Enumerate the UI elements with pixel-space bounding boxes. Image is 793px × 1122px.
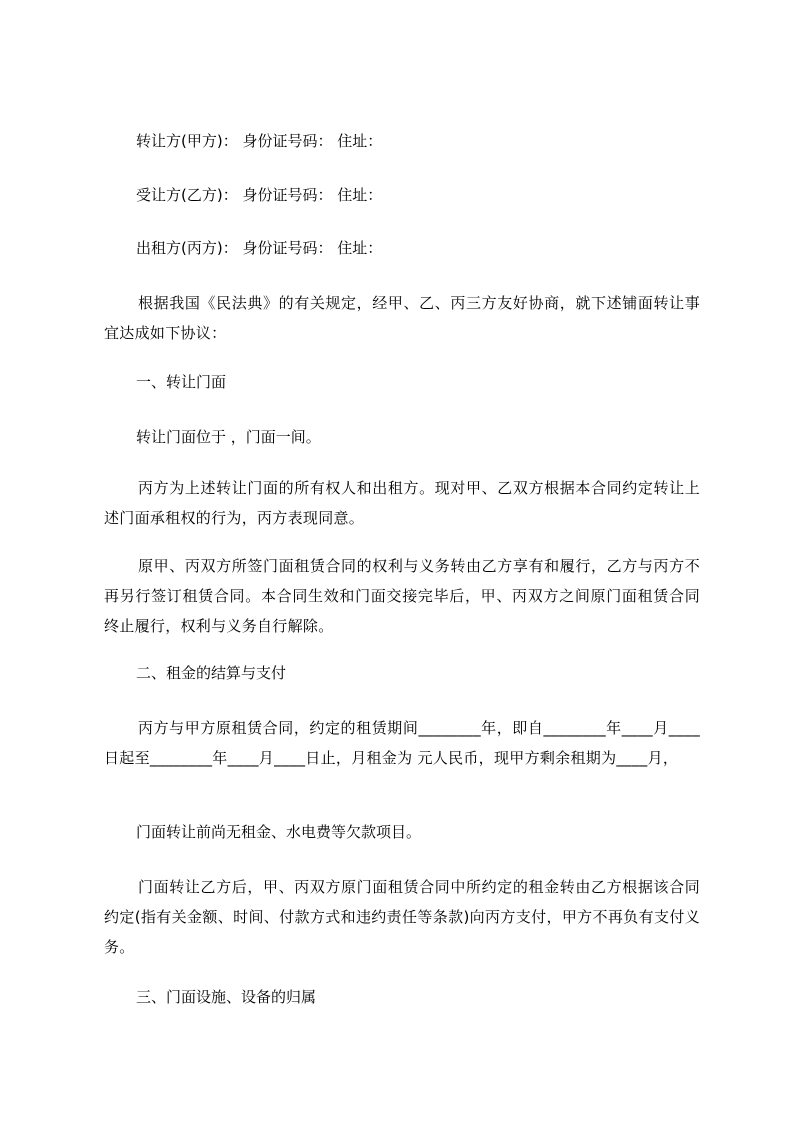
section-1-paragraph-2: 原甲、丙双方所签门面租赁合同的权利与义务转由乙方享有和履行，乙方与丙方不再另行签订租赁合同。本合同生效和门面交接完毕后，甲、丙双方之间原门面租赁合同终止履行，权利与义务自行解除。 <box>104 557 700 635</box>
section-1-location: 转让门面位于 ，门面一间。 <box>136 428 321 446</box>
section-3-title: 三、门面设施、设备的归属 <box>136 988 317 1006</box>
section-2-paragraph-2: 门面转让前尚无租金、水电费等欠款项目。 <box>136 823 422 841</box>
party-lessor: 出租方(丙方)： 身份证号码： 住址： <box>136 239 383 257</box>
section-2-paragraph-3: 门面转让乙方后，甲、丙双方原门面租赁合同中所约定的租金转由乙方根据该合同约定(指有关金额、时间、付款方式和违约责任等条款)向丙方支付，甲方不再负有支付义务。 <box>104 878 700 956</box>
section-1-paragraph-1: 丙方为上述转让门面的所有权人和出租方。现对甲、乙双方根据本合同约定转让上述门面承租权的行为，丙方表现同意。 <box>104 479 700 527</box>
intro-paragraph: 根据我国《民法典》的有关规定，经甲、乙、丙三方友好协商，就下述铺面转让事宜达成如下协议： <box>104 294 700 342</box>
party-transferor: 转让方(甲方)： 身份证号码： 住址： <box>136 132 383 150</box>
section-1-title: 一、转让门面 <box>136 373 227 391</box>
section-2-title: 二、租金的结算与支付 <box>136 664 287 682</box>
party-transferee: 受让方(乙方)： 身份证号码： 住址： <box>136 186 383 204</box>
section-2-paragraph-1: 丙方与甲方原租赁合同，约定的租赁期间________年，即自________年____月____日起至________年____月____日止，月租金为 元人民币，现甲方剩余租期为____月， <box>104 719 700 767</box>
